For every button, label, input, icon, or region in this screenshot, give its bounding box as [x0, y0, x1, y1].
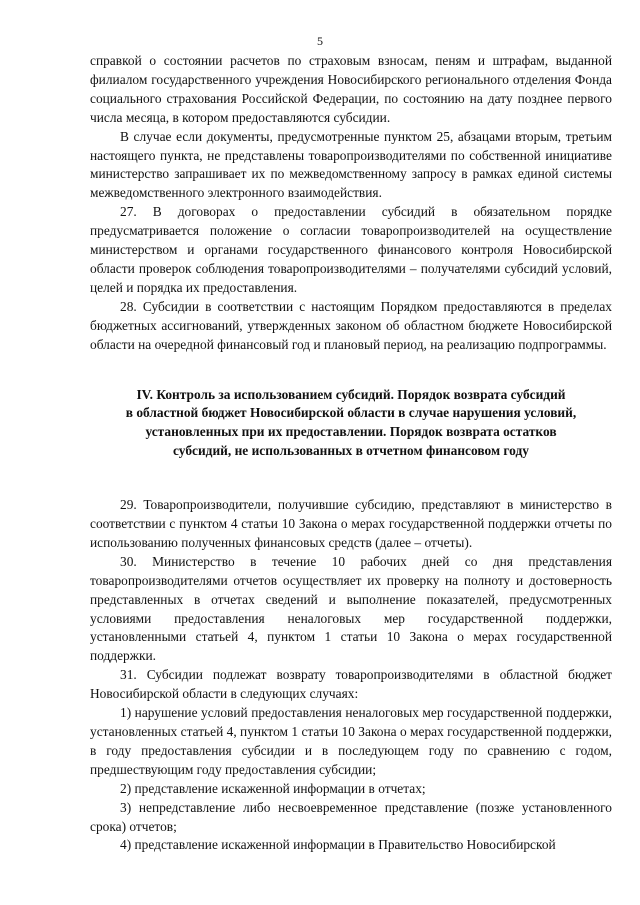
paragraph-27: 27. В договорах о предоставлении субсидий в обязательном порядке предусматривается положение о согласии товаропроизводителей на осуществление министерством и органами государственного финансового контроля Новосибирской области проверок соблюдения товаропроизводителями – получателями субсидий условий, целей и порядка их предоставления. — [90, 204, 612, 295]
paragraph-documents-request: В случае если документы, предусмотренные пунктом 25, абзацами вторым, третьим настоящего пункта, не представлены товаропроизводителями по собственной инициативе министерство запрашивает их по межведомственному запросу в рамках единой системы межведомственного электронного взаимодействия. — [90, 128, 612, 201]
paragraph-29: 29. Товаропроизводители, получившие субсидию, представляют в министерство в соответствии с пунктом 4 статьи 10 Закона о мерах государственной поддержки отчеты по использованию полученных финансовых средств (далее – отчеты). — [90, 497, 612, 550]
list-item-2: 2) представление искаженной информации в отчетах; — [120, 780, 426, 796]
list-item-4: 4) представление искаженной информации в Правительство Новосибирской — [120, 837, 556, 853]
section-heading-line: в областной бюджет Новосибирской области в случае нарушения условий, — [125, 405, 577, 421]
paragraph-28: 28. Субсидии в соответствии с настоящим Порядком предоставляются в пределах бюджетных ассигнований, утвержденных законом об областном бюджете Новосибирской области на очередной финансовый год и плановый период, на реализацию подпрограммы. — [90, 298, 612, 352]
page-number: 5 — [317, 34, 323, 48]
paragraph-31: 31. Субсидии подлежат возврату товаропроизводителями в областной бюджет Новосибирской области в следующих случаях: — [90, 667, 612, 702]
paragraph-continuation: справкой о состоянии расчетов по страховым взносам, пеням и штрафам, выданной филиалом государственного учреждения Новосибирского регионального отделения Фонда социального страхования Российской Федерации, по состоянию на дату позднее первого числа месяца, в котором предоставляются субсидии. — [90, 53, 612, 125]
section-heading — [90, 386, 612, 462]
list-item-1: 1) нарушение условий предоставления неналоговых мер государственной поддержки, установленных статьей 4, пунктом 1 статьи 10 Закона о мерах государственной поддержки, в году предоставления субсидии и в последующем году по сравнению с годом, предшествующим году предоставления субсидии; — [90, 705, 612, 777]
paragraph-30: 30. Министерство в течение 10 рабочих дней со дня представления товаропроизводителями отчетов осуществляет их проверку на полноту и достоверность представленных в отчетах сведений и выполнение показателей, предусмотренных условиями предоставления неналоговых мер государственной поддержки, установленными статьей 4, пунктом 1 статьи 10 Закона о мерах государственной поддержки. — [90, 553, 612, 664]
document-body — [90, 52, 612, 855]
section-heading-line: IV. Контроль за использованием субсидий. Порядок возврата субсидий — [136, 386, 566, 402]
section-heading-line: субсидий, не использованных в отчетном финансовом году — [173, 443, 529, 459]
list-item-3: 3) непредставление либо несвоевременное представление (позже установленного срока) отчетов; — [90, 799, 612, 834]
section-heading-line: установленных при их предоставлении. Порядок возврата остатков — [145, 424, 557, 440]
